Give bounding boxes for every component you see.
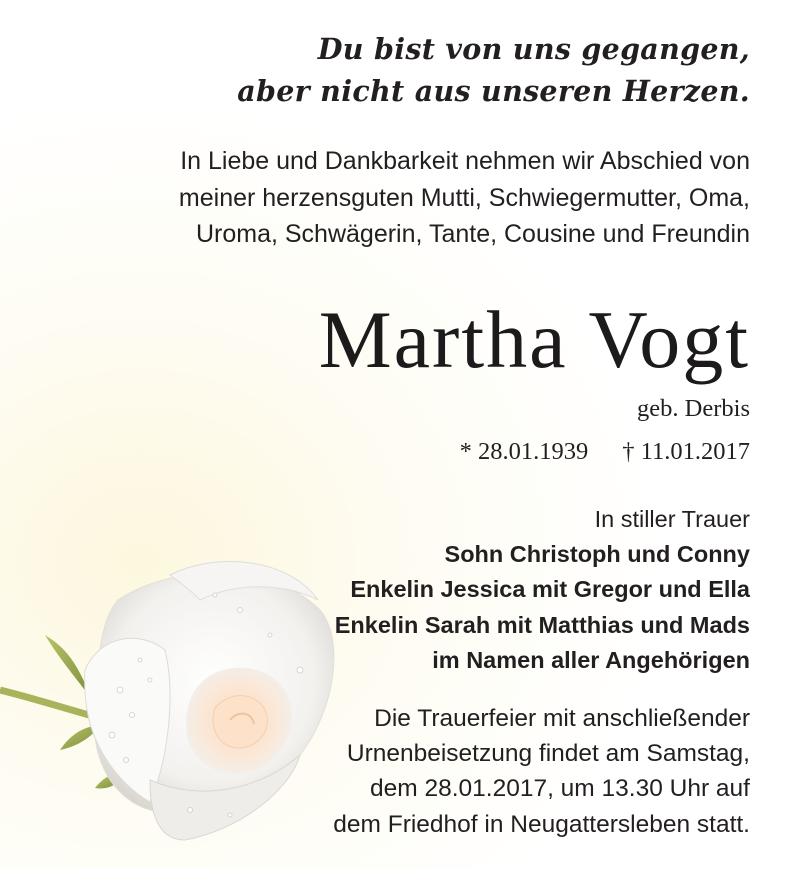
intro-line: Uroma, Schwägerin, Tante, Cousine und Freundin <box>195 220 750 248</box>
intro-line: meiner herzensguten Mutti, Schwiegermutter, Oma, <box>178 183 750 212</box>
motto-line: aber nicht aus unseren Herzen. <box>237 74 750 108</box>
service-line: Urnenbeisetzung findet am Samstag, <box>346 740 750 768</box>
death-date: † 11.01.2017 <box>622 438 750 465</box>
motto-line: Du bist von uns gegangen, <box>317 32 750 66</box>
maiden-name: geb. Derbis <box>637 395 750 422</box>
service-line: dem 28.01.2017, um 13.30 Uhr auf <box>369 775 750 803</box>
mourners-list <box>150 502 750 678</box>
intro-text <box>30 143 750 253</box>
mourner-line: Enkelin Jessica mit Gregor und Ella <box>350 576 750 603</box>
service-line: dem Friedhof in Neugattersleben statt. <box>333 810 750 838</box>
mourners-lead: In stiller Trauer <box>594 506 750 532</box>
deceased-name: Martha Vogt <box>318 294 750 385</box>
mourner-line: im Namen aller Angehörigen <box>432 646 750 673</box>
mourner-line: Enkelin Sarah mit Matthias und Mads <box>334 611 750 638</box>
motto <box>150 28 750 112</box>
birth-date: * 28.01.1939 <box>459 438 589 465</box>
mourner-line: Sohn Christoph und Conny <box>444 541 750 568</box>
intro-line: In Liebe und Dankbarkeit nehmen wir Abschied von <box>180 147 750 175</box>
life-dates <box>460 435 750 469</box>
service-details <box>190 701 750 842</box>
service-line: Die Trauerfeier mit anschließender <box>374 705 750 732</box>
